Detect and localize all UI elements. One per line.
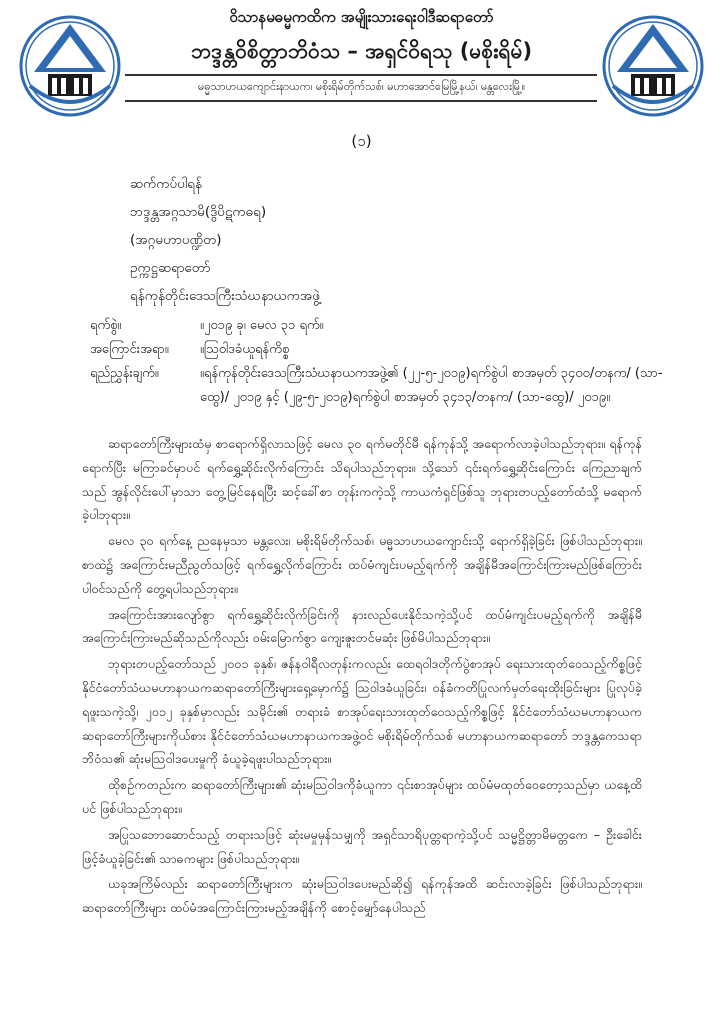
meta-date-row [90,314,670,338]
letterhead-divider-bottom [125,100,597,102]
addressee-block [130,170,320,310]
monastery-emblem-icon [601,14,705,118]
letterhead [0,0,723,130]
body-paragraph: အပြုသဘောဆောင်သည့် တရားသဖြင့် ဆုံးမမှုမှန်သမျှကို အရှင်သာရိပုတ္တရာကဲ့သို့ပင် သမ္မဋ္ဌိတ္တာမိမတ္တကေ – ဦးခေါင်းဖြင့်ခံယူခဲ့ခြင်း၏ သာဓကများ ဖြစ်ပါသည်ဘုရား။ [82,826,642,866]
body-paragraph: ထိုစဉ်ကတည်းက ဆရာတော်ကြီးများ၏ ဆုံးမဩဝါဒကိုခံယူကာ ၎င်းစာအုပ်များ ထပ်မံမထုတ်ဝေတော့သည်မှာ ယနေ့ထိပင် ဖြစ်ပါသည်ဘုရား။ [82,777,642,816]
body-paragraph: မေလ ၃၀ ရက်နေ့ ညနေမှသာ မန္တလေး၊ မစိုးရိမ်တိုက်သစ်၊ မဓ္မသာဟယကျောင်းသို့ ရောက်ရှိခဲ့ခြင်း ဖြစ်ပါသည်ဘုရား။ စာထဲ၌ အကြောင်းမညီညွတ်သဖြင့် ရက်ရွှေ့လိုက်ကြောင်း ထပ်မံကျင်းပမည့်ရက်ကို အချိန်မီအကြောင်းကြားမည်ဖြစ်ကြောင်း ပါဝင်သည်ကို တွေ့ရပါသည်ဘုရား။ [82,533,642,596]
letter-body [82,432,642,922]
addressee-line: (အဂ္ဂမဟာပဏ္ဍိတ) [130,232,222,248]
letterhead-title: ဘဒ္ဒန္တဝိစိတ္တာဘိဝံသ – အရှင်ဝိရသု (မစိုးရိမ်) [190,39,533,63]
letterhead-line1: ဝိသာနမဓမ္မကထိက အမျိုးသားရေးဝါဒီဆရာတော် [229,8,494,26]
body-paragraph: ဘုရားတပည့်တော်သည် ၂၀၀၁ ခုနှစ်၊ ဇန်နဝါရီလတုန်းကလည်း ထေရဝါဒတိုက်ပွဲစာအုပ် ရေးသားထုတ်ဝေသည့်ကိစ္စဖြင့် နိုင်ငံတော်သံဃမဟာနာယကဆရာတော်ကြီးများရှေ့မှောက်၌ ဩဝါဒခံယူခြင်း၊ ဝန်ခံကတိပြုလက်မှတ်ရေးထိုးခြင်းများ ပြုလုပ်ခဲ့ရဖူးသကဲ့သို့၊ ၂၀၁၂ ခုနှစ်မှာလည်း သမိုင်း၏ တရားခံ စာအုပ်ရေးသားထုတ်ဝေသည့်ကိစ္စဖြင့် နိုင်ငံတော်သံဃမဟာနာယကဆရာတော်ကြီးများကိုယ်စား နိုင်ငံတော်သံဃမဟာနာယကအဖွဲ့ဝင် မစိုးရိမ်တိုက်သစ် မဟာနာယကဆရာတော် ဘဒ္ဒန္တကေသရာဘိဝံသ၏ ဆုံးမဩဝါဒပေးမှုကို ခံယူခဲ့ရဖူးပါသည်ဘုရား။ [82,656,642,767]
body-paragraph: ဆရာတော်ကြီးများထံမှ စာရောက်ရှိလာသဖြင့် မေလ ၃၀ ရက်မတိုင်မီ ရန်ကုန်သို့ အရောက်လာခဲ့ပါသည်ဘုရား။ ရန်ကုန်ရောက်ပြီး မကြာခင်မှာပင် ရက်ရွှေ့ဆိုင်းလိုက်ကြောင်း သိရပါသည်ဘုရား။ သို့သော် ၎င်းရက်ရွှေ့ဆိုင်းကြောင်း ကြေညာချက်သည် အွန်လိုင်းပေါ်မှာသာ တွေ့မြင်နေရပြီး ဆင့်ခေါ်စာ တုန်းကကဲ့သို့ ကာယကံရှင်ဖြစ်သူ ဘုရားတပည့်တော်ထံသို့ မရောက်ခဲ့ပါဘုရား။ [82,436,642,523]
meta-subject-row [90,338,670,362]
meta-label: ရည်ညွှန်းချက်။ [90,366,159,381]
addressee-line: ရန်ကုန်တိုင်းဒေသကြီးသံဃနာယကအဖွဲ့ [130,288,320,304]
letterhead-address: မဓ္မသာဟယကျောင်းနာယက၊ မစိုးရိမ်တိုက်သစ်၊ မဟာအောင်မြေမြို့နယ်၊ မန္တလေးမြို့။ [197,80,526,93]
meta-value: ။ရန်ကုန်တိုင်းဒေသကြီးသံဃနာယကအဖွဲ့၏ (၂၂-၅-၂၀၁၉)ရက်စွဲပါ စာအမှတ် ၃၄၀၀/တနက/ (သာ-ထွေ)/ ၂၀၁၉ နှင့် (၂၉-၅-၂၀၁၉)ရက်စွဲပါ စာအမှတ် ၃၄၁၃/တနက/ (သာ-ထွေ)/ ၂၀၁၉။ [200,366,663,405]
letter-meta [90,314,670,410]
meta-value: ။၂၀၁၉ ခု၊ မေလ ၃၁ ရက်။ [200,318,324,333]
meta-reference-row [90,362,670,410]
addressee-line: ဆက်ကပ်ပါရန် [130,176,202,192]
addressee-line: ဥက္ကဋ္ဌဆရာတော် [130,260,211,276]
page-number: (၁) [351,132,372,150]
monastery-emblem-icon [18,14,122,118]
meta-label: အကြောင်းအရာ။ [90,342,169,357]
meta-value: ။ဩဝါဒခံယူရန်ကိစ္စ [200,342,290,357]
body-paragraph: ယခုအကြိမ်လည်း ဆရာတော်ကြီးများက ဆုံးမဩဝါဒပေးမည်ဆို၍ ရန်ကုန်အထိ ဆင်းလာခဲ့ခြင်း ဖြစ်ပါသည်ဘုရား။ ဆရာတော်ကြီးများ ထပ်မံအကြောင်းကြားမည့်အချိန်ကို စောင့်မျှော်နေပါသည် [82,876,642,916]
letterhead-divider [125,74,597,76]
addressee-line: ဘဒ္ဒန္တအဂ္ဂသာမိ(ဒွိပိဋကဓရ) [130,204,267,220]
meta-label: ရက်စွဲ။ [90,318,122,333]
body-paragraph: အကြောင်းအားလျော်စွာ ရက်ရွှေ့ဆိုင်းလိုက်ခြင်းကို နားလည်ပေးနိုင်သကဲ့သို့ပင် ထပ်မံကျင်းပမည့်ရက်ကို အချိန်မီအကြောင်းကြားမည်ဆိုသည်ကိုလည်း ဝမ်းမြောက်စွာ ကျေးဇူးတင်မဆုံး ဖြစ်မိပါသည်ဘုရား။ [82,606,642,646]
